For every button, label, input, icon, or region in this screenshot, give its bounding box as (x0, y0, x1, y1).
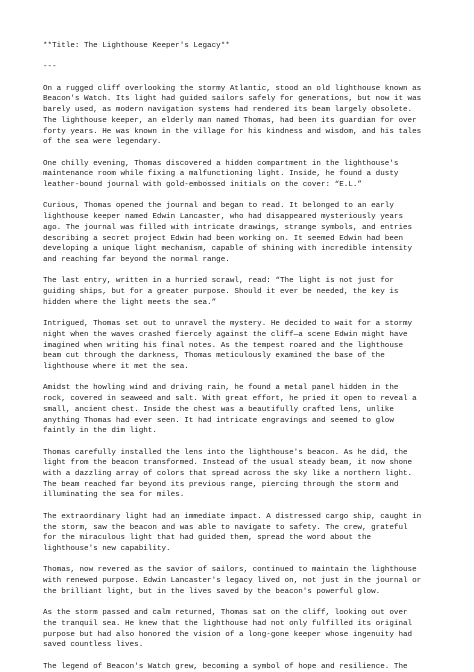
paragraph-11: The legend of Beacon's Watch grew, becoming a symbol of hope and resilience. The (43, 662, 408, 671)
paragraph-2: One chilly evening, Thomas discovered a hidden compartment in the lighthouse's maintenance room while fixing a malfunctioning light. Inside, he found a dusty leather-bound journal with gold-embossed initials on the cover: “E.L.” (43, 159, 399, 190)
paragraph-9: Thomas, now revered as the savior of sailors, continued to maintain the lighthouse with renewed purpose. Edwin Lancaster's legacy lived on, not just in the journal or the brilliant light, but in the lives saved by the beacon's powerful glow. (43, 566, 422, 596)
document-title: **Title: The Lighthouse Keeper's Legacy** (43, 42, 230, 50)
paragraph-6: Amidst the howling wind and driving rain, he found a metal panel hidden in the rock, covered in seaweed and salt. With great effort, he pried it open to reveal a small, ancient chest. Inside the chest was a beautifully crafted lens, unlike anything Thomas had ever seen. It had intricate engravings and seemed to glow faintly in the dim light. (43, 384, 417, 436)
paragraph-5: Intrigued, Thomas set out to unravel the mystery. He decided to wait for a stormy night when the waves crashed fiercely against the cliff—a scene Edwin might have imagined when writing his final notes. As the tempest roared and the lighthouse beam cut through the darkness, Thomas meticulously examined the base of the lighthouse where it met the sea. (43, 320, 413, 371)
paragraph-4: The last entry, written in a hurried scrawl, read: “The light is not just for guiding ships, but for a greater purpose. Should it ever be needed, the key is hidden where the light meets the sea.” (43, 277, 399, 307)
paragraph-3: Curious, Thomas opened the journal and began to read. It belonged to an early lighthouse keeper named Edwin Lancaster, who had disappeared mysteriously years ago. The journal was filled with intricate drawings, strange symbols, and entries describing a secret project Edwin had been working on. It seemed Edwin had been developing a unique light mechanism, capable of shining with incredible intensity and reaching far beyond the normal range. (43, 202, 413, 264)
section-separator: --- (43, 63, 57, 72)
paragraph-8: The extraordinary light had an immediate impact. A distressed cargo ship, caught in the storm, saw the beacon and was able to navigate to safety. The crew, grateful for the miraculous light that had guided them, spread the word about the lighthouse's new capability. (43, 512, 422, 553)
paragraph-7: Thomas carefully installed the lens into the lighthouse's beacon. As he did, the light from the beacon transformed. Instead of the usual steady beam, it now shone with a dazzling array of colors that spread across the sky like a northern light. The beam reached far beyond its previous range, piercing through the storm and illuminating the sea for miles. (43, 448, 413, 500)
paragraph-10: As the storm passed and calm returned, Thomas sat on the cliff, looking out over the tranquil sea. He knew that the lighthouse had not only fulfilled its original purpose but had also honored the vision of a long-gone keeper whose ingenuity had saved countless lives. (43, 609, 413, 650)
paragraph-1: On a rugged cliff overlooking the stormy Atlantic, stood an old lighthouse known as Beacon's Watch. Its light had guided sailors safely for generations, but now it was barely used, as modern navigation systems had rendered its beam largely obsolete. The lighthouse keeper, an elderly man named Thomas, had been its guardian for over forty years. He was known in the village for his kindness and wisdom, and his tales of the sea were legendary. (43, 84, 422, 147)
